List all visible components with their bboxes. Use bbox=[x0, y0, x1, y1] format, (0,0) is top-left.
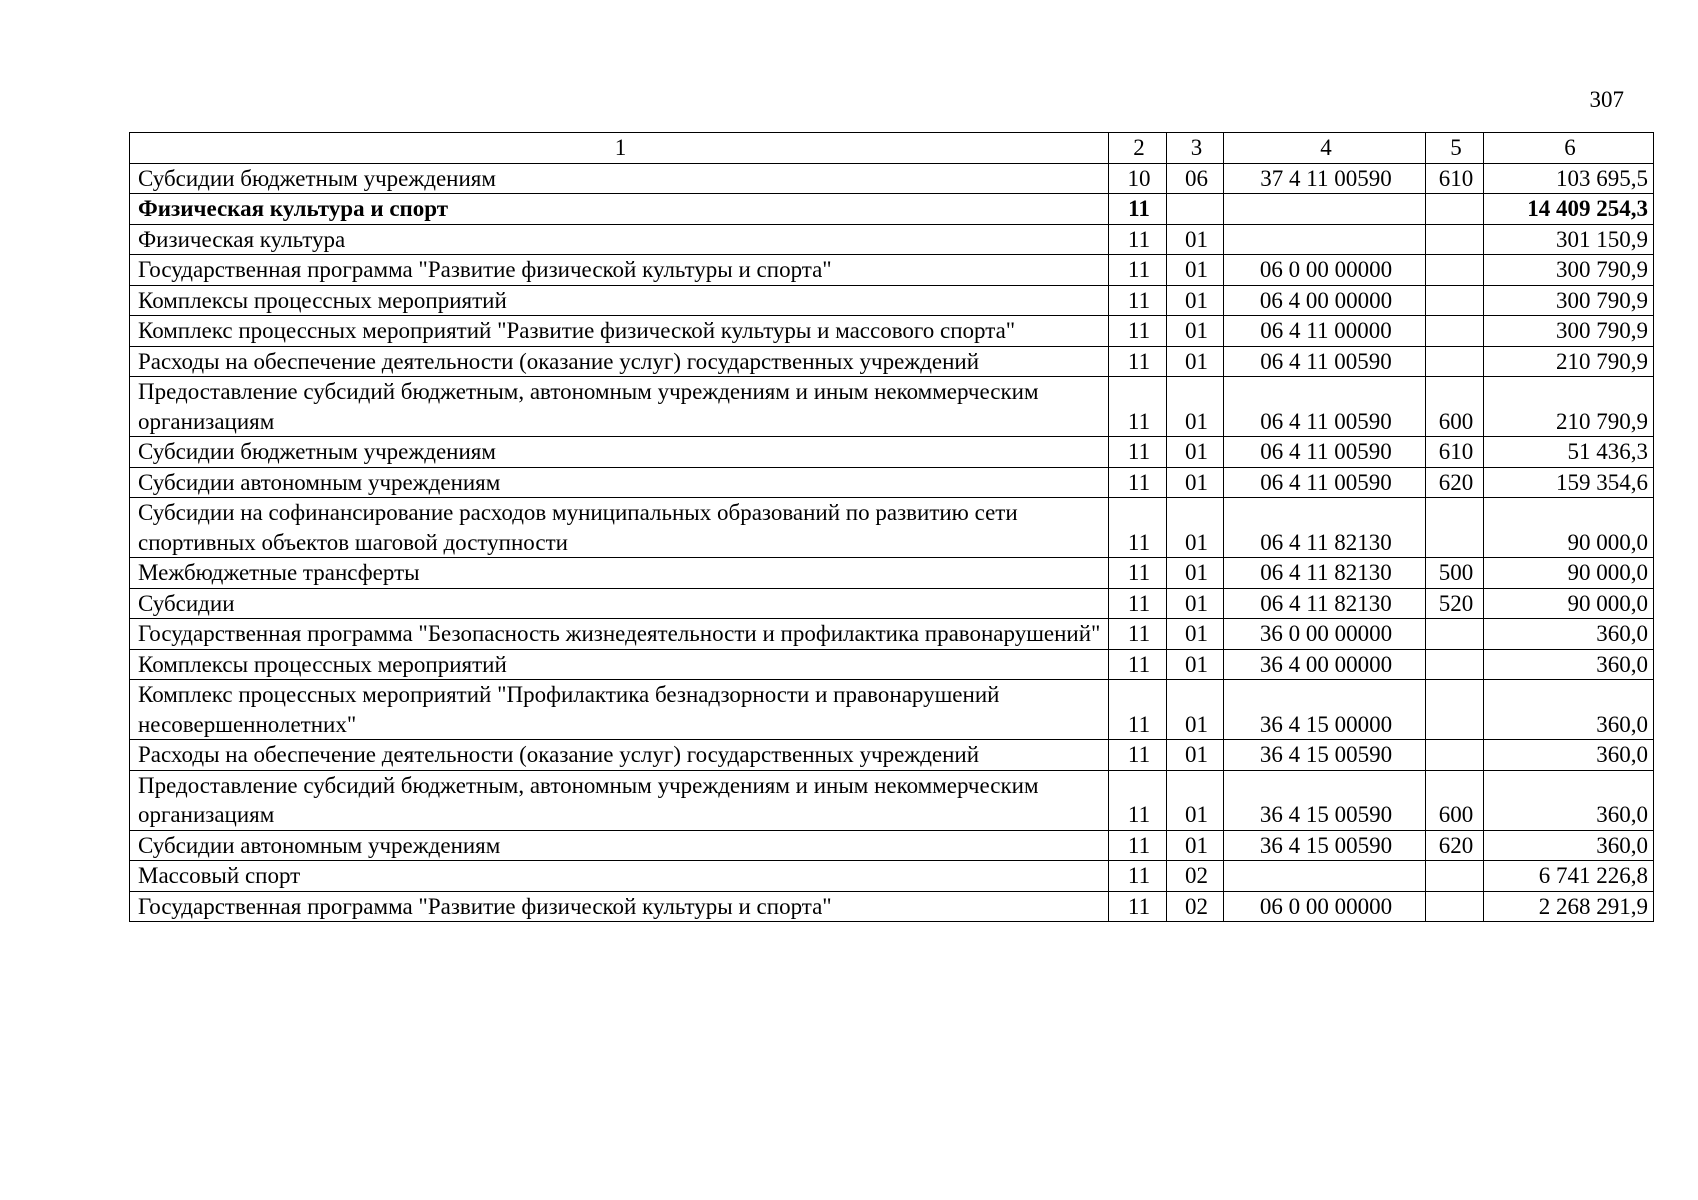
row-amount: 360,0 bbox=[1484, 830, 1654, 861]
row-subsection: 02 bbox=[1167, 891, 1224, 922]
row-target-code: 06 4 11 00590 bbox=[1224, 346, 1426, 377]
row-target-code bbox=[1224, 861, 1426, 892]
row-subsection: 01 bbox=[1167, 377, 1224, 437]
row-name: Расходы на обеспечение деятельности (оказание услуг) государственных учреждений bbox=[130, 346, 1109, 377]
row-amount: 300 790,9 bbox=[1484, 285, 1654, 316]
row-subsection: 01 bbox=[1167, 255, 1224, 286]
row-name: Субсидии автономным учреждениям bbox=[130, 467, 1109, 498]
table-row bbox=[130, 588, 1654, 619]
row-name: Субсидии на софинансирование расходов муниципальных образований по развитию сети спортивных объектов шаговой доступности bbox=[130, 498, 1109, 558]
row-subsection: 01 bbox=[1167, 467, 1224, 498]
table-row bbox=[130, 498, 1654, 558]
row-name: Субсидии бюджетным учреждениям bbox=[130, 163, 1109, 194]
budget-table bbox=[129, 132, 1654, 922]
row-target-code bbox=[1224, 224, 1426, 255]
row-target-code: 06 4 11 00590 bbox=[1224, 467, 1426, 498]
row-subsection: 01 bbox=[1167, 649, 1224, 680]
table-row bbox=[130, 649, 1654, 680]
row-subsection: 06 bbox=[1167, 163, 1224, 194]
row-target-code: 06 4 00 00000 bbox=[1224, 285, 1426, 316]
header-col-3: 3 bbox=[1167, 133, 1224, 164]
row-section: 11 bbox=[1109, 588, 1167, 619]
row-amount: 360,0 bbox=[1484, 649, 1654, 680]
table-row bbox=[130, 377, 1654, 437]
row-subsection: 01 bbox=[1167, 830, 1224, 861]
row-name: Комплекс процессных мероприятий "Профилактика безнадзорности и правонарушений несовершеннолетних" bbox=[130, 680, 1109, 740]
row-amount: 90 000,0 bbox=[1484, 588, 1654, 619]
row-section: 11 bbox=[1109, 861, 1167, 892]
row-section: 11 bbox=[1109, 346, 1167, 377]
row-section: 11 bbox=[1109, 619, 1167, 650]
row-subsection: 01 bbox=[1167, 588, 1224, 619]
page-number: 307 bbox=[1589, 87, 1624, 112]
row-section: 11 bbox=[1109, 680, 1167, 740]
table-row bbox=[130, 163, 1654, 194]
table-header-row bbox=[130, 133, 1654, 164]
row-amount: 301 150,9 bbox=[1484, 224, 1654, 255]
row-expense-type bbox=[1426, 194, 1484, 225]
row-expense-type bbox=[1426, 619, 1484, 650]
row-amount: 6 741 226,8 bbox=[1484, 861, 1654, 892]
row-expense-type bbox=[1426, 224, 1484, 255]
row-section: 10 bbox=[1109, 163, 1167, 194]
row-target-code: 06 0 00 00000 bbox=[1224, 891, 1426, 922]
table-row bbox=[130, 770, 1654, 830]
row-name: Субсидии bbox=[130, 588, 1109, 619]
row-amount: 159 354,6 bbox=[1484, 467, 1654, 498]
row-amount: 300 790,9 bbox=[1484, 255, 1654, 286]
table-body bbox=[130, 163, 1654, 922]
table-row bbox=[130, 680, 1654, 740]
table-row bbox=[130, 467, 1654, 498]
header-col-6: 6 bbox=[1484, 133, 1654, 164]
table-row bbox=[130, 830, 1654, 861]
row-expense-type bbox=[1426, 649, 1484, 680]
row-amount: 103 695,5 bbox=[1484, 163, 1654, 194]
row-target-code: 06 4 11 00590 bbox=[1224, 377, 1426, 437]
table-row bbox=[130, 346, 1654, 377]
row-amount: 14 409 254,3 bbox=[1484, 194, 1654, 225]
row-amount: 300 790,9 bbox=[1484, 316, 1654, 347]
row-amount: 360,0 bbox=[1484, 619, 1654, 650]
row-name: Предоставление субсидий бюджетным, автономным учреждениям и иным некоммерческим организациям bbox=[130, 770, 1109, 830]
row-subsection: 01 bbox=[1167, 619, 1224, 650]
table-row bbox=[130, 316, 1654, 347]
row-target-code: 36 4 15 00590 bbox=[1224, 830, 1426, 861]
row-subsection: 01 bbox=[1167, 740, 1224, 771]
table-row bbox=[130, 285, 1654, 316]
row-amount: 90 000,0 bbox=[1484, 498, 1654, 558]
row-subsection: 01 bbox=[1167, 770, 1224, 830]
row-target-code: 06 4 11 82130 bbox=[1224, 588, 1426, 619]
row-section: 11 bbox=[1109, 224, 1167, 255]
row-subsection: 02 bbox=[1167, 861, 1224, 892]
row-section: 11 bbox=[1109, 316, 1167, 347]
row-subsection bbox=[1167, 194, 1224, 225]
table-row bbox=[130, 194, 1654, 225]
row-section: 11 bbox=[1109, 770, 1167, 830]
row-target-code: 36 0 00 00000 bbox=[1224, 619, 1426, 650]
row-name: Физическая культура bbox=[130, 224, 1109, 255]
row-section: 11 bbox=[1109, 467, 1167, 498]
row-target-code: 06 4 11 82130 bbox=[1224, 498, 1426, 558]
row-expense-type bbox=[1426, 861, 1484, 892]
row-subsection: 01 bbox=[1167, 680, 1224, 740]
row-expense-type bbox=[1426, 285, 1484, 316]
row-expense-type: 600 bbox=[1426, 377, 1484, 437]
row-expense-type: 500 bbox=[1426, 558, 1484, 589]
row-target-code: 06 4 11 00000 bbox=[1224, 316, 1426, 347]
row-section: 11 bbox=[1109, 285, 1167, 316]
row-target-code: 36 4 15 00590 bbox=[1224, 740, 1426, 771]
row-amount: 360,0 bbox=[1484, 770, 1654, 830]
row-section: 11 bbox=[1109, 558, 1167, 589]
table-row bbox=[130, 891, 1654, 922]
row-name: Комплексы процессных мероприятий bbox=[130, 285, 1109, 316]
table-row bbox=[130, 861, 1654, 892]
row-expense-type: 610 bbox=[1426, 437, 1484, 468]
row-name: Комплекс процессных мероприятий "Развитие физической культуры и массового спорта" bbox=[130, 316, 1109, 347]
row-name: Государственная программа "Безопасность жизнедеятельности и профилактика правонарушений" bbox=[130, 619, 1109, 650]
row-section: 11 bbox=[1109, 437, 1167, 468]
row-section: 11 bbox=[1109, 649, 1167, 680]
header-col-2: 2 bbox=[1109, 133, 1167, 164]
header-col-4: 4 bbox=[1224, 133, 1426, 164]
row-section: 11 bbox=[1109, 377, 1167, 437]
row-expense-type bbox=[1426, 680, 1484, 740]
row-subsection: 01 bbox=[1167, 285, 1224, 316]
row-section: 11 bbox=[1109, 498, 1167, 558]
row-amount: 210 790,9 bbox=[1484, 377, 1654, 437]
row-name: Предоставление субсидий бюджетным, автономным учреждениям и иным некоммерческим организациям bbox=[130, 377, 1109, 437]
row-name: Массовый спорт bbox=[130, 861, 1109, 892]
row-target-code: 37 4 11 00590 bbox=[1224, 163, 1426, 194]
row-name: Расходы на обеспечение деятельности (оказание услуг) государственных учреждений bbox=[130, 740, 1109, 771]
row-amount: 2 268 291,9 bbox=[1484, 891, 1654, 922]
row-name: Межбюджетные трансферты bbox=[130, 558, 1109, 589]
row-subsection: 01 bbox=[1167, 498, 1224, 558]
row-name: Физическая культура и спорт bbox=[130, 194, 1109, 225]
row-expense-type bbox=[1426, 255, 1484, 286]
row-expense-type: 620 bbox=[1426, 830, 1484, 861]
row-expense-type: 520 bbox=[1426, 588, 1484, 619]
row-name: Комплексы процессных мероприятий bbox=[130, 649, 1109, 680]
row-expense-type bbox=[1426, 346, 1484, 377]
row-target-code: 06 4 11 00590 bbox=[1224, 437, 1426, 468]
table-row bbox=[130, 619, 1654, 650]
row-expense-type: 620 bbox=[1426, 467, 1484, 498]
table-row bbox=[130, 740, 1654, 771]
row-expense-type bbox=[1426, 316, 1484, 347]
row-subsection: 01 bbox=[1167, 224, 1224, 255]
row-target-code: 06 0 00 00000 bbox=[1224, 255, 1426, 286]
row-target-code: 36 4 15 00000 bbox=[1224, 680, 1426, 740]
row-target-code bbox=[1224, 194, 1426, 225]
table-row bbox=[130, 558, 1654, 589]
table-row bbox=[130, 437, 1654, 468]
row-subsection: 01 bbox=[1167, 437, 1224, 468]
row-expense-type bbox=[1426, 498, 1484, 558]
row-subsection: 01 bbox=[1167, 316, 1224, 347]
table-row bbox=[130, 224, 1654, 255]
row-expense-type: 610 bbox=[1426, 163, 1484, 194]
row-target-code: 36 4 15 00590 bbox=[1224, 770, 1426, 830]
row-name: Государственная программа "Развитие физической культуры и спорта" bbox=[130, 255, 1109, 286]
row-section: 11 bbox=[1109, 830, 1167, 861]
row-target-code: 36 4 00 00000 bbox=[1224, 649, 1426, 680]
row-amount: 210 790,9 bbox=[1484, 346, 1654, 377]
row-subsection: 01 bbox=[1167, 346, 1224, 377]
row-expense-type bbox=[1426, 891, 1484, 922]
row-expense-type bbox=[1426, 740, 1484, 771]
row-amount: 360,0 bbox=[1484, 740, 1654, 771]
row-section: 11 bbox=[1109, 740, 1167, 771]
row-subsection: 01 bbox=[1167, 558, 1224, 589]
header-col-1: 1 bbox=[130, 133, 1109, 164]
row-section: 11 bbox=[1109, 194, 1167, 225]
row-name: Субсидии автономным учреждениям bbox=[130, 830, 1109, 861]
row-target-code: 06 4 11 82130 bbox=[1224, 558, 1426, 589]
row-name: Субсидии бюджетным учреждениям bbox=[130, 437, 1109, 468]
table-row bbox=[130, 255, 1654, 286]
row-amount: 51 436,3 bbox=[1484, 437, 1654, 468]
row-amount: 360,0 bbox=[1484, 680, 1654, 740]
row-name: Государственная программа "Развитие физической культуры и спорта" bbox=[130, 891, 1109, 922]
header-col-5: 5 bbox=[1426, 133, 1484, 164]
row-section: 11 bbox=[1109, 891, 1167, 922]
row-section: 11 bbox=[1109, 255, 1167, 286]
row-amount: 90 000,0 bbox=[1484, 558, 1654, 589]
row-expense-type: 600 bbox=[1426, 770, 1484, 830]
